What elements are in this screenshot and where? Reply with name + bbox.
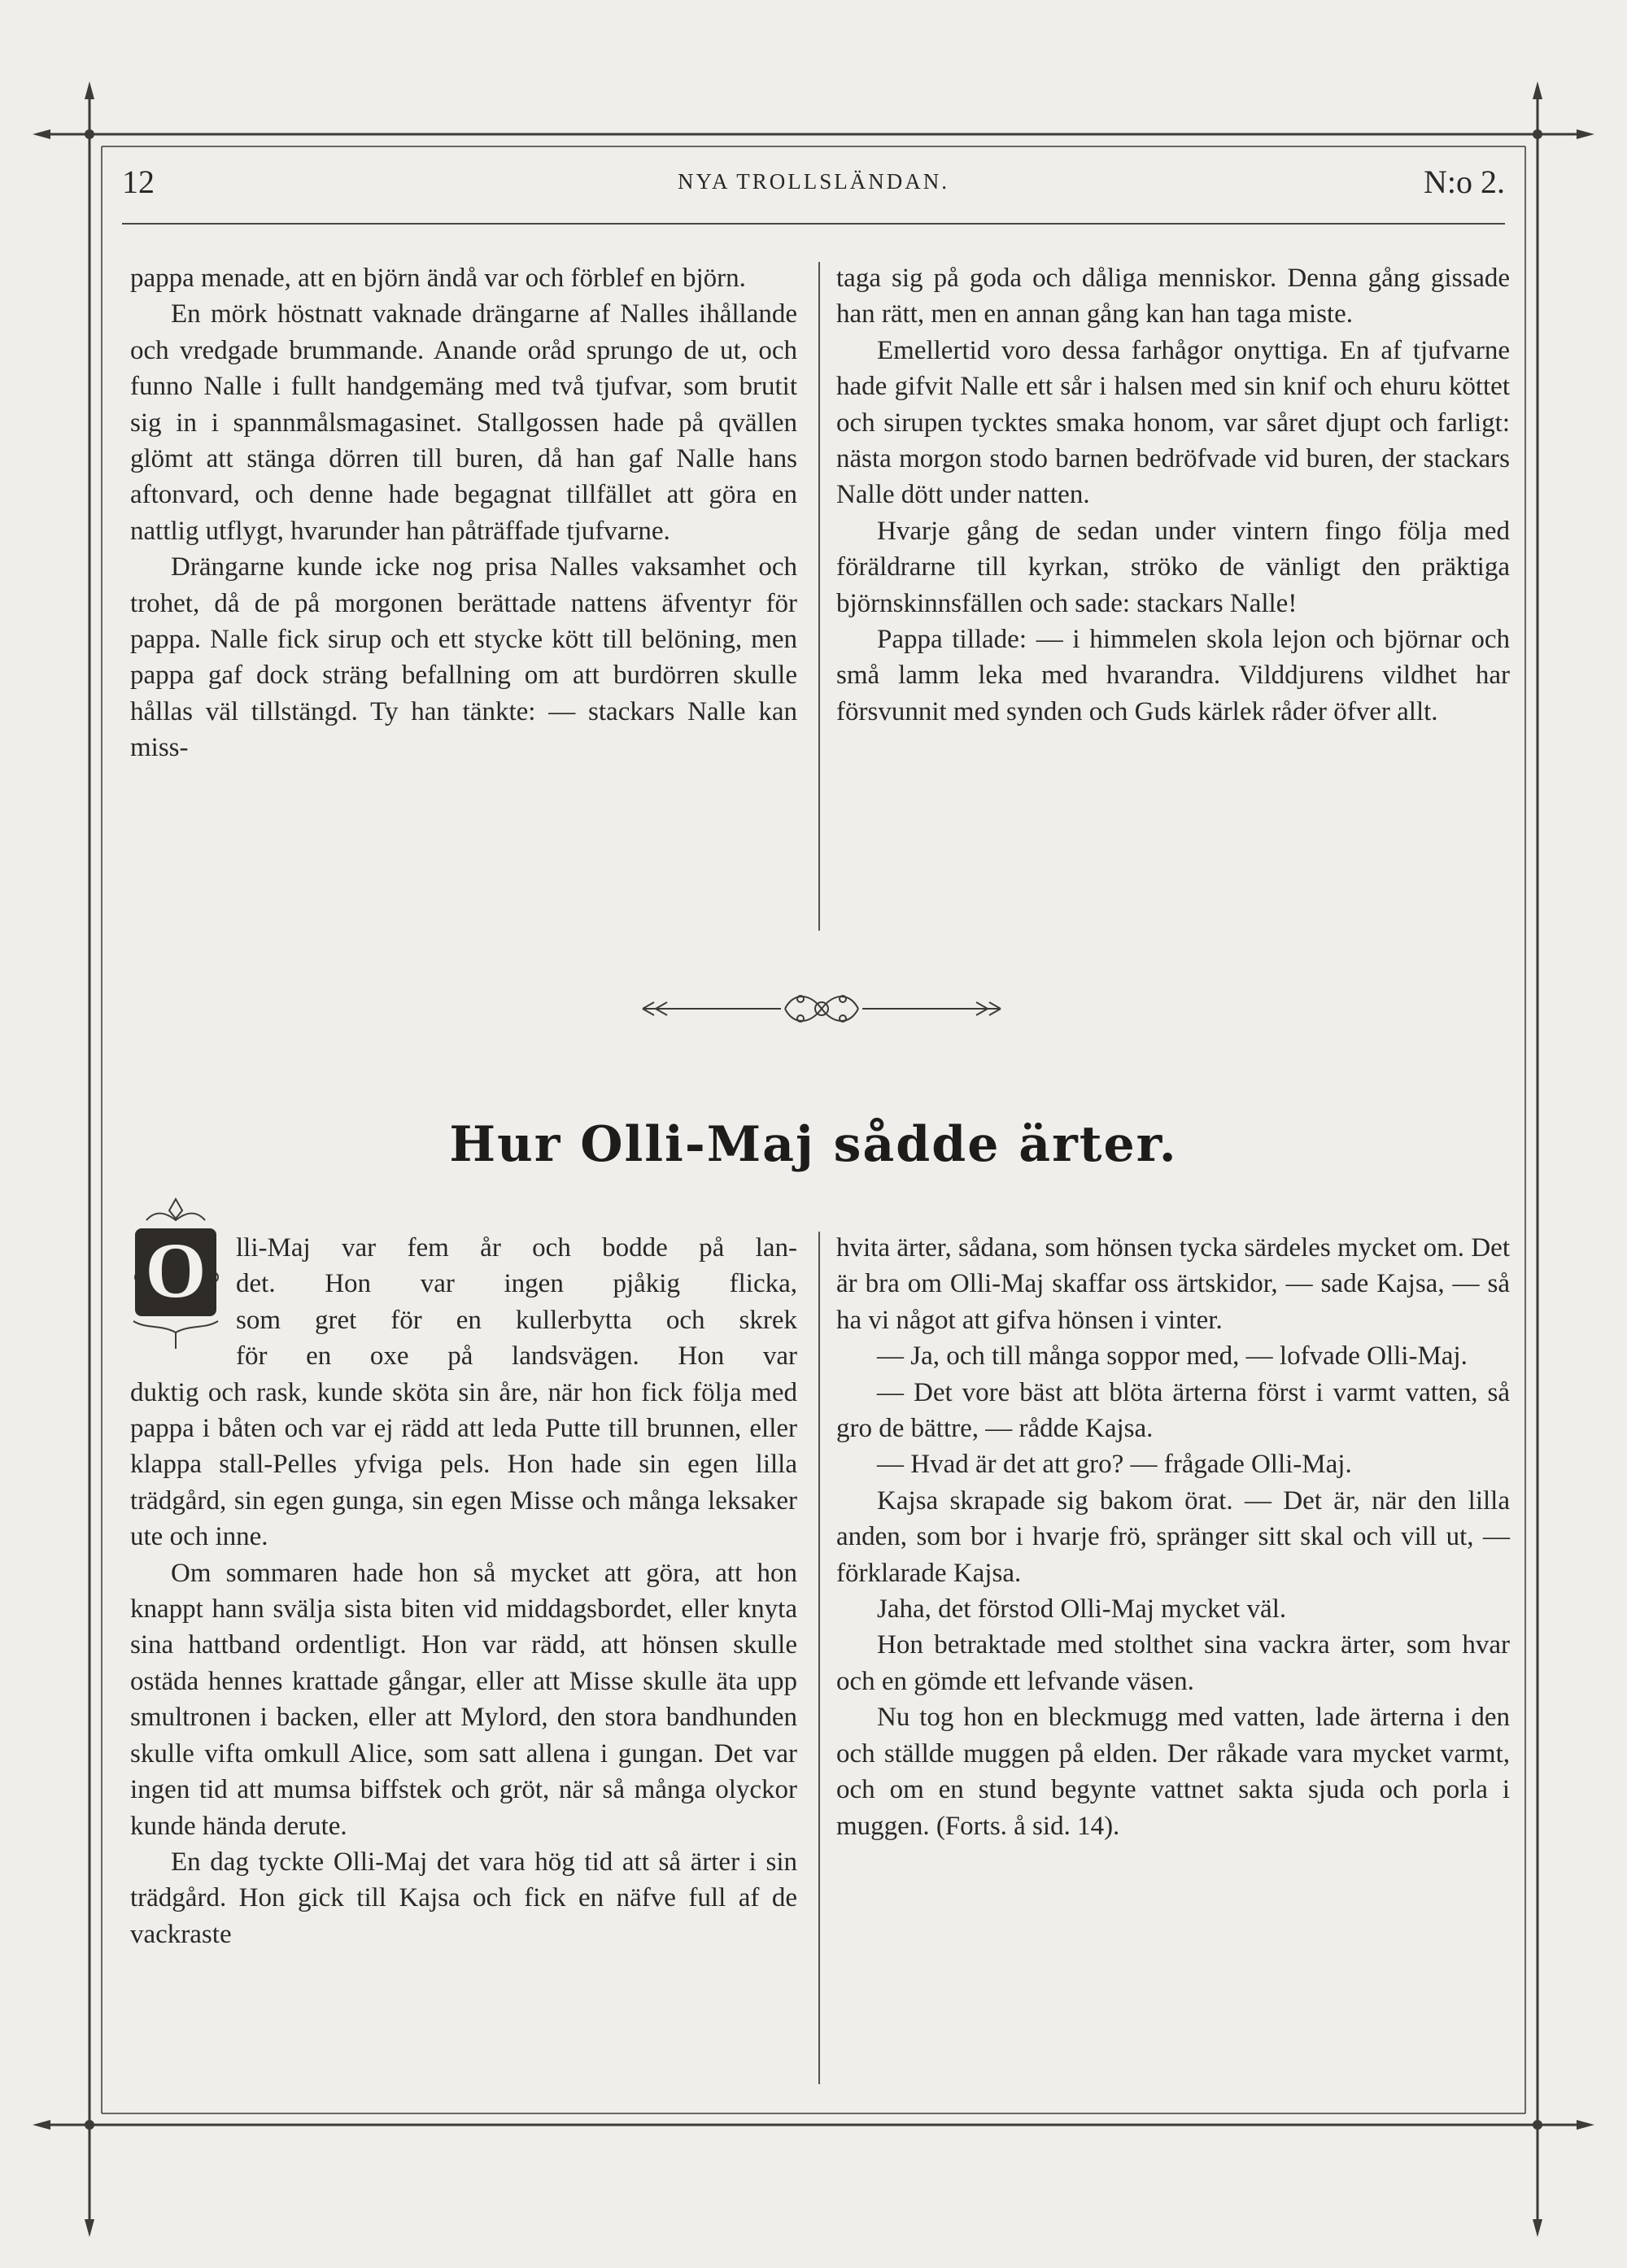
- story-line: det. Hon var ingen pjåkig flicka,: [236, 1269, 797, 1299]
- paragraph: Jaha, det förstod Olli-Maj mycket väl.: [877, 1594, 1287, 1625]
- paragraph: Kajsa skrapade sig bakom örat. — Det är, när den lilla anden, som bor i hvarje frö, spränger sitt skal och vill ut, — förklarade Kajsa.: [836, 1485, 1510, 1588]
- section-ornament: [626, 989, 1017, 1030]
- paragraph: — Hvad är det att gro? — frågade Olli-Maj.: [877, 1450, 1352, 1480]
- story-line: som gret för en kullerbytta och skrek: [236, 1305, 797, 1335]
- column-bottom-right: [836, 1230, 1510, 1844]
- paragraph: Hon betraktade med stolthet sina vackra ärter, som hvar och en gömde ett lefvande väsen.: [836, 1630, 1510, 1696]
- paragraph: hvita ärter, sådana, som hönsen tycka särdeles mycket om. Det är bra om Olli-Maj skaffar oss ärtskidor, — sade Kajsa, — så ha vi något att gifva hönsen i vinter.: [836, 1233, 1510, 1335]
- paragraph: En mörk höstnatt vaknade drängarne af Nalles ihållande och vredgade brummande. Anande oråd sprungo de ut, och funno Nalle i fullt handgemäng med två tjufvar, som brutit sig in i spannmålsmagasinet. Stallgossen hade på qvällen glömt att stänga dörren till buren, då han gaf Nalle hans aftonvard, och denne hade begagnat tillfället att göra en nattlig utflygt, hvarunder han påträffade tjufvarne.: [130, 299, 797, 546]
- paragraph: taga sig på goda och dåliga menniskor. Denna gång gissade han rätt, men en annan gång kan han taga miste.: [836, 264, 1510, 329]
- header-rule: [122, 223, 1505, 225]
- story-line: lli-Maj var fem år och bodde på lan-: [236, 1233, 797, 1263]
- paragraph: Drängarne kunde icke nog prisa Nalles vaksamhet och trohet, då de på morgonen berättade nattens äfventyr för pappa. Nalle fick sirup och ett stycke kött till belöning, men pappa gaf dock sträng befallning om att burdörren skulle hållas väl tillstängd. Ty han tänkte: — stackars Nalle kan miss-: [130, 552, 797, 763]
- paragraph: Nu tog hon en bleckmugg med vatten, lade ärterna i den och ställde muggen på elden. Der råkade vara mycket varmt, och om en stund begynte vattnet sakta sjuda och porla i muggen. (Forts. å sid. 14).: [836, 1703, 1510, 1841]
- dropcap-letter: O: [145, 1227, 207, 1314]
- paragraph: duktig och rask, kunde sköta sin åre, när hon fick följa med pappa i båten och var ej rädd att leda Putte till brunnen, eller klappa stall-Pelles yfviga pels. Hon hade sin egen lilla trädgård, sin egen gunga, sin egen Misse och många leksaker ute och inne.: [130, 1377, 797, 1552]
- column-divider: [818, 1232, 820, 2084]
- paragraph: Pappa tillade: — i himmelen skola lejon och björnar och små lamm leka med hvarandra. Vilddjurens vildhet har försvunnit med synden och Guds kärlek råder öfver allt.: [836, 625, 1510, 726]
- column-divider: [818, 262, 820, 931]
- story-title: Hur Olli-Maj sådde ärter.: [449, 1116, 1178, 1173]
- paragraph: Om sommaren hade hon så mycket att göra, att hon knappt hann svälja sista biten vid middagsbordet, eller knyta sina hattband ordentligt. Hon var rädd, att hönsen skulle ostäda hennes krattade gångar, eller att Misse skulle äta upp smultronen i backen, eller att Mylord, den stora bandhunden skulle vifta omkull Alice, som satt allena i gungan. Det var ingen tid att mumsa biffstek och gröt, när så många olyckor kunde hända derute.: [130, 1558, 797, 1841]
- issue-number: N:o 2.: [1424, 164, 1505, 200]
- paragraph: Emellertid voro dessa farhågor onyttiga. En af tjufvarne hade gifvit Nalle ett sår i halsen med sin knif och ehuru köttet och sirupen tycktes smaka honom, var såret djupt och farligt: nästa morgon stodo barnen bedröfvade vid buren, der stackars Nalle dött under natten.: [836, 335, 1510, 510]
- page-number: 12: [122, 164, 155, 200]
- paragraph: En dag tyckte Olli-Maj det vara hög tid att så ärter i sin trädgård. Hon gick till Kajsa och fick en näfve full af de vackraste: [130, 1847, 797, 1949]
- paragraph: Hvarje gång de sedan under vintern fingo följa med föräldrarne till kyrkan, ströko de vänligt den präktiga björnskinnsfällen och sade: stackars Nalle!: [836, 516, 1510, 618]
- paragraph: — Det vore bäst att blöta ärterna först i varmt vatten, så gro de bättre, — rådde Kajsa.: [836, 1377, 1510, 1444]
- story-line: för en oxe på landsvägen. Hon var: [236, 1341, 797, 1372]
- column-bottom-left: [130, 1227, 797, 1952]
- column-top-right: [836, 260, 1510, 730]
- column-top-left: [130, 260, 797, 766]
- paragraph: pappa menade, att en björn ändå var och förblef en björn.: [130, 264, 746, 293]
- page-header: [122, 163, 1505, 212]
- paragraph: — Ja, och till många soppor med, — lofvade Olli-Maj.: [877, 1341, 1468, 1372]
- journal-title: NYA TROLLSLÄNDAN.: [677, 169, 949, 194]
